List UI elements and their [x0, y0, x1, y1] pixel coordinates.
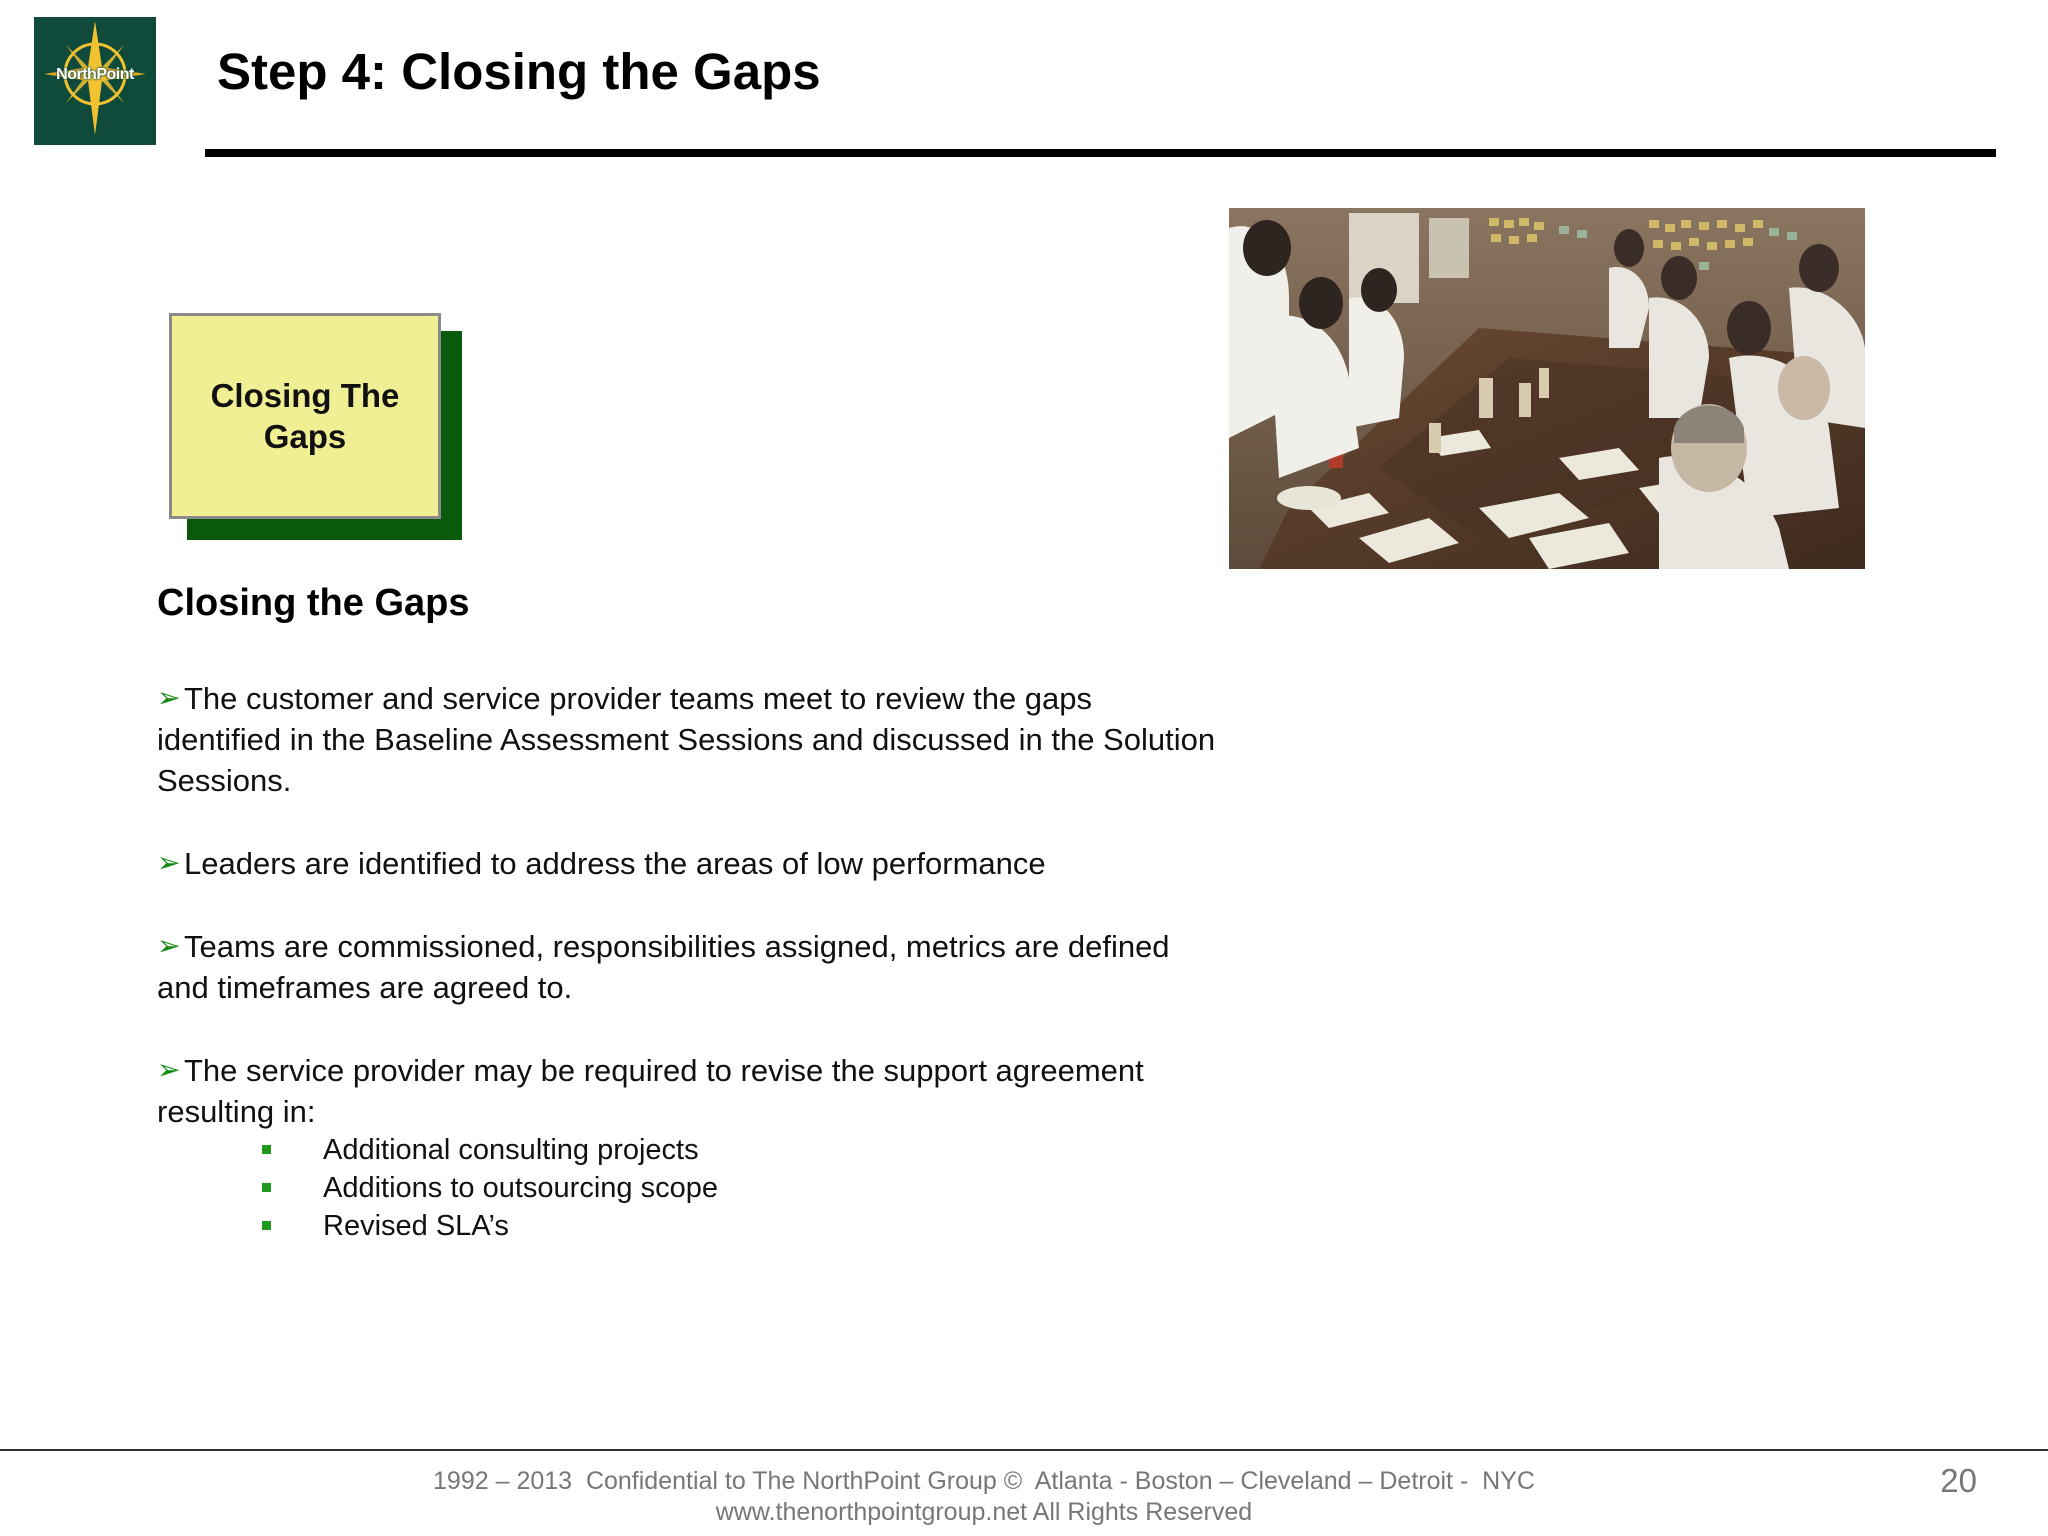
bullet-point — [157, 1049, 1217, 1132]
square-bullet-icon — [262, 1183, 271, 1192]
sub-bullet-text: Additional consulting projects — [323, 1134, 699, 1166]
sub-bullet-list — [157, 1131, 1217, 1245]
northpoint-logo — [34, 17, 156, 145]
bullet-point — [157, 842, 1217, 884]
title-divider — [205, 149, 1996, 157]
sub-bullet-item — [157, 1207, 1217, 1245]
sub-bullet-text: Additions to outsourcing scope — [323, 1172, 718, 1204]
bullet-text: The service provider may be required to revise the support agreement resulting in: — [157, 1053, 1144, 1129]
sub-bullet-text: Revised SLA’s — [323, 1210, 509, 1242]
logo-text: NorthPoint — [56, 66, 134, 83]
footer-divider — [0, 1449, 2048, 1451]
square-bullet-icon — [262, 1221, 271, 1230]
arrow-bullet-icon: ➢ — [157, 930, 181, 961]
content-body — [157, 677, 1217, 1245]
page-title: Step 4: Closing the Gaps — [217, 43, 821, 100]
meeting-photo-illustration — [1229, 208, 1865, 569]
sub-bullet-item — [157, 1131, 1217, 1169]
footer-copyright: 1992 – 2013 Confidential to The NorthPoint Group © Atlanta - Boston – Cleveland – Detroit - NYC — [433, 1467, 1535, 1495]
bullet-text: The customer and service provider teams meet to review the gaps identified in the Baseline Assessment Sessions and discussed in the Solution Sessions. — [157, 681, 1216, 798]
sub-bullet-item — [157, 1169, 1217, 1207]
square-bullet-icon — [262, 1145, 271, 1154]
bullet-point — [157, 677, 1217, 801]
process-step-box — [169, 313, 441, 519]
footer-website: www.thenorthpointgroup.net All Rights Reserved — [715, 1498, 1253, 1526]
bullet-point — [157, 925, 1217, 1008]
bullet-text: Leaders are identified to address the areas of low performance — [184, 846, 1046, 881]
section-heading: Closing the Gaps — [157, 582, 470, 624]
arrow-bullet-icon: ➢ — [157, 682, 181, 713]
meeting-photo — [1229, 208, 1865, 569]
page-number: 20 — [1940, 1462, 1977, 1499]
process-step-label: Closing The Gaps — [210, 377, 400, 455]
bullet-text: Teams are commissioned, responsibilities assigned, metrics are defined and timeframes are agreed to. — [157, 929, 1170, 1005]
arrow-bullet-icon: ➢ — [157, 847, 181, 878]
arrow-bullet-icon: ➢ — [157, 1054, 181, 1085]
